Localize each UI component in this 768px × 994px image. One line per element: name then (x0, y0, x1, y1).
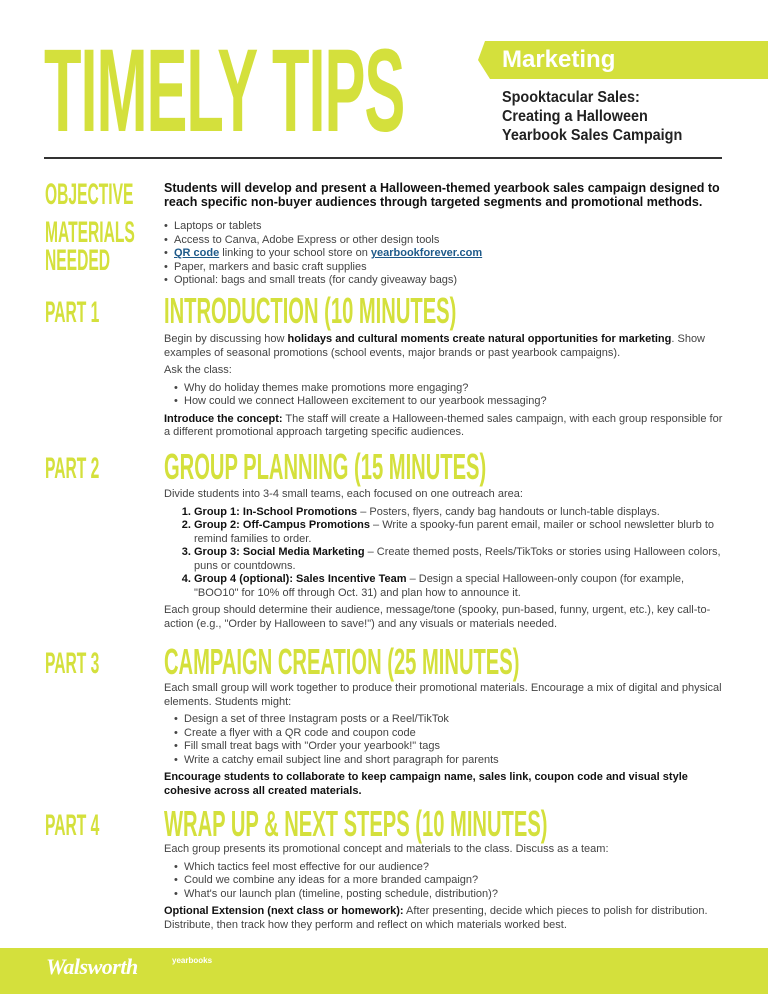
part3-list (164, 713, 729, 767)
part3-closing (164, 771, 729, 798)
list-item (174, 247, 729, 261)
list-item: • Write a catchy email subject line and short paragraph for parents (184, 754, 729, 768)
walsworth-logo: Walsworth (46, 954, 138, 979)
part4-extension (164, 905, 729, 932)
group-title: Group 2: Off-Campus Promotions (194, 519, 370, 531)
subtitle-line: Yearbook Sales Campaign (502, 127, 683, 144)
part2-heading: GROUP PLANNING (15 MINUTES) (164, 446, 487, 487)
list-item: • Create a flyer with a QR code and coupon code (184, 727, 729, 741)
part3-intro: Each small group will work together to produce their promotional materials. Encourage a mix of digital and physical elements. Students might: (164, 682, 722, 708)
materials-label-line: NEEDED (45, 244, 111, 277)
group-text: – Design a special Halloween-only coupon (for example, "BOO10" for 10% off through Oct. 31) and plan how to announce it. (194, 573, 685, 599)
list-item: • Could we combine any ideas for a more branded campaign? (184, 874, 729, 888)
group-text: – Posters, flyers, candy bag handouts or lunch-table displays. (357, 505, 660, 518)
part1-heading: INTRODUCTION (10 MINUTES) (164, 290, 457, 331)
list-item: • Which tactics feel most effective for our audience? (184, 861, 729, 875)
materials-label (45, 216, 135, 277)
emphasis: Optional Extension (next class or homework): (164, 905, 404, 917)
subtitle-line: Spooktacular Sales: (502, 89, 640, 106)
part2-groups (164, 506, 729, 601)
part3-heading: CAMPAIGN CREATION (25 MINUTES) (164, 641, 520, 682)
text: . Show examples of seasonal promotions (school events, major brands or past yearbook campaigns). (164, 333, 706, 359)
list-item: • Paper, markers and basic craft supplies (174, 261, 729, 275)
part1-label: PART 1 (45, 296, 100, 329)
list-item: • How could we connect Halloween excitement to our yearbook messaging? (184, 395, 729, 409)
emphasis: Introduce the concept: (164, 412, 283, 425)
qr-code-link[interactable]: QR code (174, 247, 220, 259)
part1-concept (164, 413, 729, 440)
materials-list-block (164, 220, 729, 292)
part2-intro: Divide students into 3-4 small teams, each focused on one outreach area: (164, 488, 523, 500)
part1-ask: Ask the class: (164, 364, 232, 376)
part4-questions (164, 861, 729, 902)
part4-label: PART 4 (45, 809, 100, 842)
part4-intro: Each group presents its promotional concept and materials to the class. Discuss as a team: (164, 843, 609, 855)
group-title: Group 4 (optional): Sales Incentive Team (194, 573, 407, 585)
yearbooks-wordmark: yearbooks (172, 956, 213, 965)
emphasis: Encourage students to collaborate to keep campaign name, sales link, coupon code and visual style cohesive across all created materials. (164, 771, 688, 797)
list-item: • Design a set of three Instagram posts or a Reel/TikTok (184, 713, 729, 727)
subtitle-line: Creating a Halloween (502, 108, 648, 125)
part1-intro (164, 333, 729, 360)
part4-heading: WRAP UP & NEXT STEPS (10 MINUTES) (164, 803, 548, 844)
part4-body (164, 843, 729, 936)
yearbookforever-link[interactable]: yearbookforever.com (370, 247, 483, 259)
objective-label: OBJECTIVE (45, 178, 134, 211)
list-item (194, 546, 729, 573)
part2-closing: Each group should determine their audience, message/tone (spooky, pun-based, funny, urgent, etc.), key call-to-action (e.g., "Order by Halloween to save!") and any visuals or materials needed. (164, 604, 711, 630)
header-divider (44, 157, 722, 159)
group-title: Group 3: Social Media Marketing (194, 546, 365, 558)
group-text: – Write a spooky-fun parent email, mailer or school newsletter blurb to remind families to order. (194, 519, 715, 545)
list-item (194, 506, 729, 520)
part3-body (164, 682, 729, 802)
list-item: • What's our launch plan (timeline, posting schedule, distribution)? (184, 888, 729, 902)
part1-questions (164, 382, 729, 409)
part2-body (164, 488, 729, 635)
text: Begin by discussing how (164, 333, 288, 345)
qr-item-text: linking to your school store on (219, 247, 371, 259)
list-item: • Fill small treat bags with "Order your yearbook!" tags (184, 740, 729, 754)
materials-label-line: MATERIALS (45, 216, 135, 249)
list-item (194, 519, 729, 546)
part1-body (164, 333, 729, 444)
objective-text: Students will develop and present a Halloween-themed yearbook sales campaign designed to reach specific non-buyer audiences through targeted segments and promotional methods. (164, 181, 720, 209)
group-title: Group 1: In-School Promotions (194, 505, 358, 518)
list-item: • Why do holiday themes make promotions more engaging? (184, 382, 729, 396)
part2-label: PART 2 (45, 452, 100, 485)
list-item: • Laptops or tablets (174, 220, 729, 234)
list-item (194, 573, 729, 600)
materials-list (164, 220, 729, 288)
group-text: – Create themed posts, Reels/TikToks or stories using Halloween colors, puns or countdowns. (194, 546, 721, 572)
emphasis: holidays and cultural moments create natural opportunities for marketing (287, 333, 672, 345)
text: The staff will create a Halloween-themed sales campaign, with each group responsible for a different promotional approach targeting specific audiences. (164, 412, 723, 438)
page-title: TIMELY TIPS (44, 25, 405, 157)
part3-label: PART 3 (45, 647, 100, 680)
category-label: Marketing (502, 46, 616, 73)
text: After presenting, decide which pieces to polish for distribution. Distribute, then track how they perform and reflect on which materials worked best. (164, 905, 708, 931)
list-item: • Access to Canva, Adobe Express or other design tools (174, 234, 729, 248)
lesson-subtitle (502, 88, 735, 145)
list-item: • Optional: bags and small treats (for candy giveaway bags) (174, 274, 729, 288)
